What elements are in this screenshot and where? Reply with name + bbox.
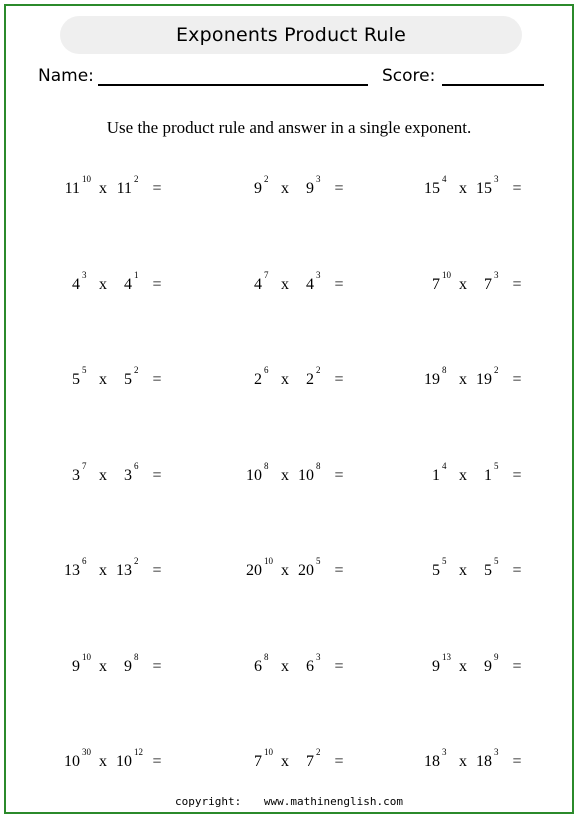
problem: [238, 459, 348, 489]
name-score-row: [38, 64, 548, 90]
equals-sign: =: [152, 466, 162, 484]
base-2: 11: [116, 180, 132, 197]
exponent-1: 8: [264, 460, 269, 471]
exponent-1: 8: [442, 365, 447, 375]
base-1: 10: [64, 753, 80, 770]
base-2: 5: [124, 371, 132, 388]
times-sign: x: [281, 753, 289, 770]
base-1: 2: [254, 371, 262, 388]
exponent-2: 2: [134, 365, 139, 375]
exponent-2: 8: [134, 651, 139, 662]
problem: [416, 172, 526, 202]
exponent-1: 13: [442, 651, 451, 662]
base-1: 5: [72, 371, 80, 388]
base-1: 19: [424, 371, 440, 388]
problem: [416, 459, 526, 489]
exponent-1: 5: [442, 556, 447, 566]
equals-sign: =: [152, 562, 162, 579]
base-1: 6: [254, 657, 262, 675]
name-label: Name:: [38, 66, 94, 86]
base-2: 2: [306, 371, 314, 388]
base-1: 4: [254, 275, 262, 293]
times-sign: x: [281, 180, 289, 197]
times-sign: x: [459, 657, 467, 675]
times-sign: x: [459, 562, 467, 579]
exponent-1: 7: [82, 460, 87, 471]
exponent-2: 5: [316, 556, 321, 566]
exponent-2: 9: [494, 651, 499, 662]
base-2: 7: [484, 275, 492, 293]
times-sign: x: [99, 657, 107, 675]
exponent-1: 10: [82, 651, 91, 662]
base-2: 20: [298, 562, 314, 579]
base-2: 10: [298, 466, 314, 484]
problem: [56, 172, 166, 202]
exponent-1: 6: [264, 365, 269, 375]
base-1: 5: [432, 562, 440, 579]
exponent-2: 2: [316, 747, 321, 757]
problem: [416, 363, 526, 393]
base-2: 10: [116, 753, 132, 770]
exponent-2: 5: [494, 556, 499, 566]
times-sign: x: [99, 180, 107, 197]
equals-sign: =: [512, 371, 522, 388]
base-1: 7: [254, 753, 262, 770]
base-2: 3: [124, 466, 132, 484]
exponent-1: 10: [442, 269, 451, 280]
exponent-1: 3: [442, 747, 447, 757]
exponent-2: 12: [134, 747, 143, 757]
base-2: 7: [306, 753, 314, 770]
score-label: Score:: [382, 66, 436, 86]
exponent-2: 3: [316, 174, 321, 184]
times-sign: x: [459, 371, 467, 388]
times-sign: x: [99, 466, 107, 484]
base-2: 9: [124, 657, 132, 675]
base-1: 4: [72, 275, 80, 293]
base-1: 1: [432, 466, 440, 484]
equals-sign: =: [152, 657, 162, 675]
problem: [56, 363, 166, 393]
exponent-2: 2: [134, 174, 139, 184]
exponent-1: 5: [82, 365, 87, 375]
equals-sign: =: [334, 371, 344, 388]
base-1: 10: [246, 466, 262, 484]
base-2: 5: [484, 562, 492, 579]
exponent-1: 8: [264, 651, 269, 662]
base-1: 7: [432, 275, 440, 293]
times-sign: x: [99, 753, 107, 770]
problem: [416, 268, 526, 298]
problem: [238, 745, 348, 775]
base-2: 19: [476, 371, 492, 388]
exponent-2: 3: [494, 174, 499, 184]
exponent-2: 3: [494, 269, 499, 280]
base-1: 20: [246, 562, 262, 579]
problem: [416, 650, 526, 680]
equals-sign: =: [152, 753, 162, 770]
exponent-1: 6: [82, 556, 87, 566]
base-2: 15: [476, 180, 492, 197]
page-title: Exponents Product Rule: [175, 24, 407, 46]
problem: [56, 459, 166, 489]
base-2: 6: [306, 657, 314, 675]
problem: [238, 363, 348, 393]
exponent-2: 2: [316, 365, 321, 375]
exponent-1: 10: [264, 556, 273, 566]
equals-sign: =: [334, 753, 344, 770]
exponent-1: 7: [264, 269, 269, 280]
score-field[interactable]: [442, 84, 544, 86]
equals-sign: =: [152, 180, 162, 197]
problem: [56, 745, 166, 775]
equals-sign: =: [334, 466, 344, 484]
equals-sign: =: [512, 562, 522, 579]
equals-sign: =: [152, 275, 162, 293]
equals-sign: =: [334, 657, 344, 675]
equals-sign: =: [512, 466, 522, 484]
base-2: 18: [476, 753, 492, 770]
exponent-1: 10: [82, 174, 91, 184]
exponent-1: 10: [264, 747, 273, 757]
base-2: 9: [484, 657, 492, 675]
exponent-2: 2: [134, 556, 139, 566]
equals-sign: =: [512, 275, 522, 293]
exponent-1: 4: [442, 174, 447, 184]
exponent-2: 6: [134, 460, 139, 471]
equals-sign: =: [512, 180, 522, 197]
base-1: 18: [424, 753, 440, 770]
problem: [56, 268, 166, 298]
equals-sign: =: [334, 275, 344, 293]
times-sign: x: [281, 275, 289, 293]
times-sign: x: [459, 180, 467, 197]
copyright-label: copyright:: [175, 795, 242, 808]
times-sign: x: [459, 753, 467, 770]
equals-sign: =: [334, 180, 344, 197]
problem: [238, 650, 348, 680]
times-sign: x: [281, 466, 289, 484]
equals-sign: =: [152, 371, 162, 388]
times-sign: x: [459, 466, 467, 484]
worksheet: [4, 4, 574, 814]
base-1: 3: [72, 466, 80, 484]
base-2: 13: [116, 562, 132, 579]
base-2: 4: [306, 275, 314, 293]
problem: [416, 745, 526, 775]
base-1: 9: [254, 180, 262, 197]
exponent-2: 5: [494, 460, 499, 471]
exponent-2: 3: [316, 269, 321, 280]
problem: [238, 268, 348, 298]
base-1: 13: [64, 562, 80, 579]
equals-sign: =: [334, 562, 344, 579]
times-sign: x: [99, 371, 107, 388]
exponent-2: 2: [494, 365, 499, 375]
base-1: 9: [72, 657, 80, 675]
exponent-1: 30: [82, 747, 91, 757]
footer: [6, 795, 572, 808]
equals-sign: =: [512, 657, 522, 675]
problem: [238, 554, 348, 584]
website-url: www.mathinenglish.com: [263, 795, 403, 808]
exponent-1: 4: [442, 460, 447, 471]
base-2: 9: [306, 180, 314, 197]
problem: [56, 650, 166, 680]
exponent-1: 3: [82, 269, 87, 280]
times-sign: x: [281, 657, 289, 675]
problem: [416, 554, 526, 584]
problem: [56, 554, 166, 584]
times-sign: x: [99, 562, 107, 579]
name-field[interactable]: [98, 84, 368, 86]
instruction-text: Use the product rule and answer in a single exponent.: [106, 118, 472, 137]
base-1: 9: [432, 657, 440, 675]
exponent-2: 1: [134, 269, 139, 280]
exponent-2: 3: [494, 747, 499, 757]
exponent-2: 8: [316, 460, 321, 471]
base-1: 11: [64, 180, 80, 197]
base-2: 1: [484, 466, 492, 484]
base-2: 4: [124, 275, 132, 293]
times-sign: x: [281, 562, 289, 579]
times-sign: x: [459, 275, 467, 293]
times-sign: x: [99, 275, 107, 293]
title-bar: [60, 16, 522, 54]
problem: [238, 172, 348, 202]
times-sign: x: [281, 371, 289, 388]
equals-sign: =: [512, 753, 522, 770]
exponent-1: 2: [264, 174, 269, 184]
base-1: 15: [424, 180, 440, 197]
exponent-2: 3: [316, 651, 321, 662]
